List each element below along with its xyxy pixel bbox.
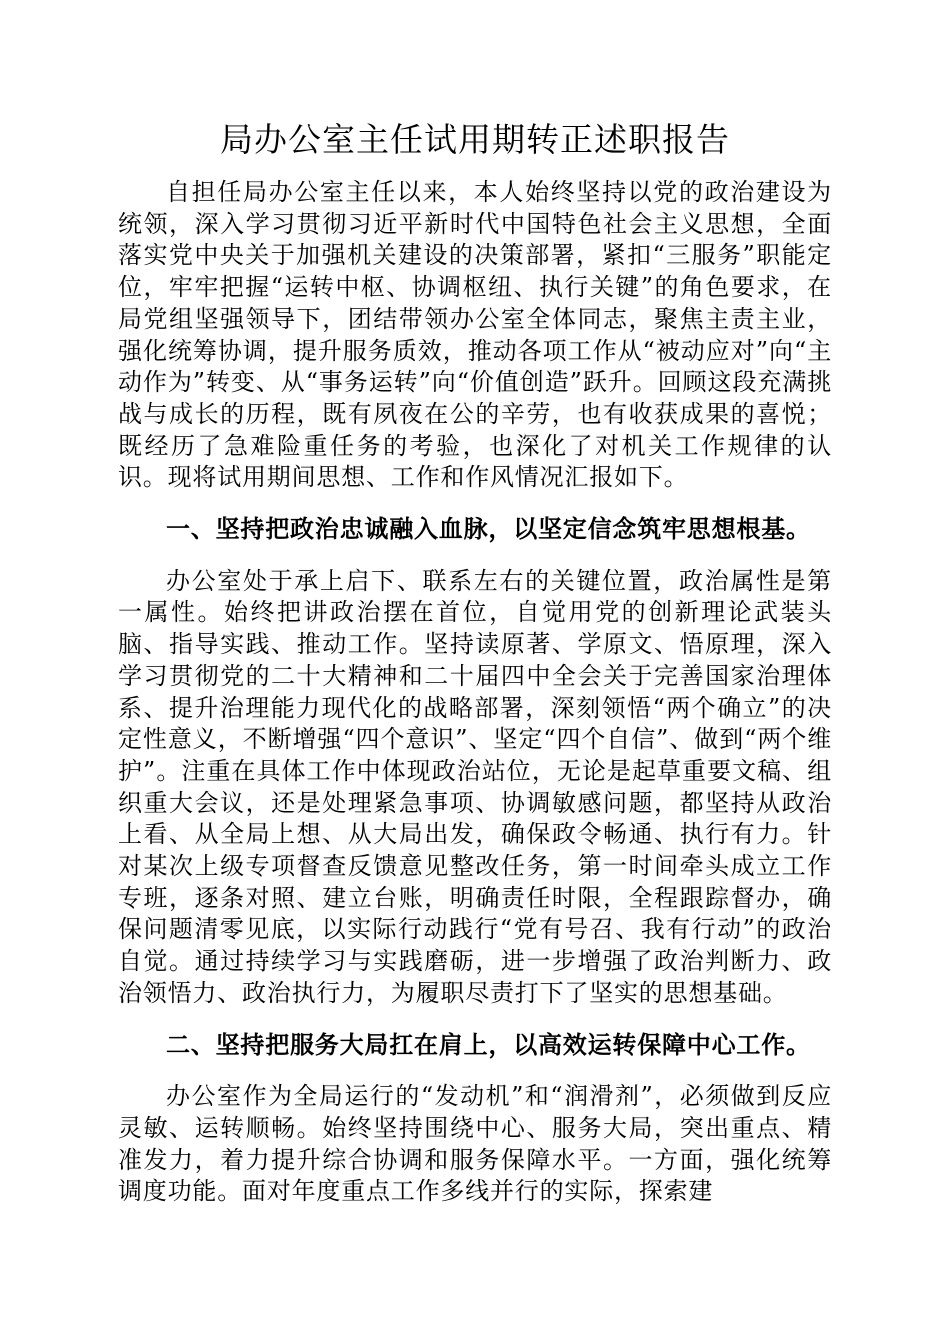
section-2-paragraph: 办公室作为全局运行的“发动机”和“润滑剂”，必须做到反应灵敏、运转顺畅。始终坚持围绕中心、服务大局，突出重点、精准发力，着力提升综合协调和服务保障水平。一方面，强化统筹调度功能。面对年度重点工作多线并行的实际，探索建 [118, 1082, 832, 1206]
section-1-heading: 一、坚持把政治忠诚融入血脉，以坚定信念筑牢思想根基。 [166, 514, 811, 544]
document-title: 局办公室主任试用期转正述职报告 [220, 120, 730, 159]
document-body [118, 177, 832, 1208]
intro-paragraph: 自担任局办公室主任以来，本人始终坚持以党的政治建设为统领，深入学习贯彻习近平新时代中国特色社会主义思想，全面落实党中央关于加强机关建设的决策部署，紧扣“三服务”职能定位，牢牢把握“运转中枢、协调枢纽、执行关键”的角色要求，在局党组坚强领导下，团结带领办公室全体同志，聚焦主责主业，强化统筹协调，提升服务质效，推动各项工作从“被动应对”向“主动作为”转变、从“事务运转”向“价值创造”跃升。回顾这段充满挑战与成长的历程，既有夙夜在公的辛劳，也有收获成果的喜悦；既经历了急难险重任务的考验，也深化了对机关工作规律的认识。现将试用期间思想、工作和作风情况汇报如下。 [118, 178, 832, 492]
section-1-paragraph: 办公室处于承上启下、联系左右的关键位置，政治属性是第一属性。始终把讲政治摆在首位，自觉用党的创新理论武装头脑、指导实践、推动工作。坚持读原著、学原文、悟原理，深入学习贯彻党的二十大精神和二十届四中全会关于完善国家治理体系、提升治理能力现代化的战略部署，深刻领悟“两个确立”的决定性意义，不断增强“四个意识”、坚定“四个自信”、做到“两个维护”。注重在具体工作中体现政治站位，无论是起草重要文稿、组织重大会议，还是处理紧急事项、协调敏感问题，都坚持从政治上看、从全局上想、从大局出发，确保政令畅通、执行有力。针对某次上级专项督查反馈意见整改任务，第一时间牵头成立工作专班，逐条对照、建立台账，明确责任时限，全程跟踪督办，确保问题清零见底，以实际行动践行“党有号召、我有行动”的政治自觉。通过持续学习与实践磨砺，进一步增强了政治判断力、政治领悟力、政治执行力，为履职尽责打下了坚实的思想基础。 [118, 566, 832, 1007]
section-2-heading: 二、坚持把服务大局扛在肩上，以高效运转保障中心工作。 [166, 1029, 811, 1059]
